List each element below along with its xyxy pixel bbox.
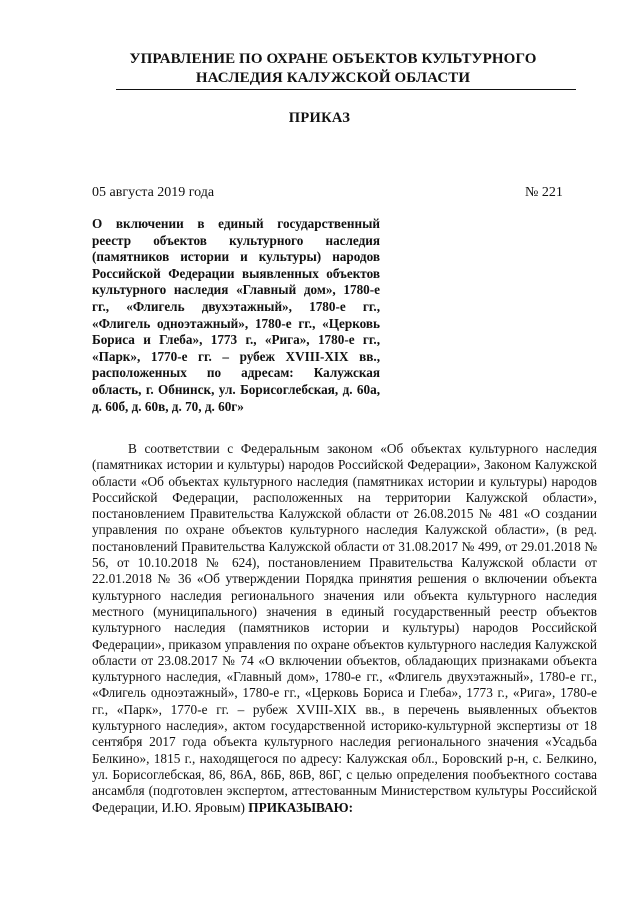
body-paragraph xyxy=(92,441,597,816)
document-type-title: ПРИКАЗ xyxy=(288,110,351,126)
order-command: ПРИКАЗЫВАЮ: xyxy=(248,799,354,815)
organization-header: УПРАВЛЕНИЕ ПО ОХРАНЕ ОБЪЕКТОВ КУЛЬТУРНОГО НАСЛЕДИЯ КАЛУЖСКОЙ ОБЛАСТИ xyxy=(129,51,537,86)
header-underline xyxy=(116,89,576,90)
body-paragraph-text: В соответствии с Федеральным законом «Об объектах культурного наследия (памятниках истории и культуры) народов Российской Федерации», Законом Калужской области «Об объектах культурного наследия (памятниках истории и культуры) народов Российской Федерации, расположенных на территории Калужской области», постановлением Правительства Калужской области от 26.08.2015 № 481 «О создании управления по охране объектов культурного наследия Калужской области», (в ред. постановлений Правительства Калужской области от 31.08.2017 № 499, от 29.01.2018 № 56, от 10.10.2018 № 624), постановлением Правительства Калужской области от 22.01.2018 № 36 «Об утверждении Порядка принятия решения о включении объекта культурного наследия регионального значения или объекта культурного наследия местного (муниципального) значения в единый государственный реестр объектов культурного наследия (памятников истории и культуры) народов Российской Федерации», приказом управления по охране объектов культурного наследия Калужской области от 23.08.2017 № 74 «О включении объектов, обладающих признаками объекта культурного наследия, «Главный дом», 1780-е гг., «Флигель двухэтажный», 1780-е гг., «Флигель одноэтажный», 1780-е гг., «Церковь Бориса и Глеба», 1773 г., «Рига», 1780-е гг., «Парк», 1770-е гг. – рубеж XVIII-XIX вв., в перечень выявленных объектов культурного наследия», актом государственной историко-культурной экспертизы от 18 сентября 2017 года объекта культурного наследия регионального значения «Усадьба Белкино», 1815 г., находящегося по адресу: Калужская обл., Боровский р-н, с. Белкино, ул. Борисоглебская, 86, 86А, 86Б, 86В, 86Г, с целью определения пообъектного состава ансамбля (подготовлен экспертом, аттестованным Министерством культуры Российской Федерации, И.Ю. Яровым) xyxy=(92,441,597,815)
order-date: 05 августа 2019 года xyxy=(92,185,215,200)
order-subject: О включении в единый государственный реестр объектов культурного наследия (памятников истории и культуры) народов Российской Федерации выявленных объектов культурного наследия «Главный дом», 1780-е гг., «Флигель двухэтажный», 1780-е гг., «Флигель одноэтажный», 1780-е гг., «Церковь Бориса и Глеба», 1773 г., «Рига», 1780-е гг., «Парк», 1770-е гг. – рубеж XVIII-XIX вв., расположенных по адресам: Калужская область, г. Обнинск, ул. Борисоглебская, д. 60а, д. 60б, д. 60в, д. 70, д. 60г» xyxy=(92,216,380,414)
order-number: № 221 xyxy=(525,185,563,200)
